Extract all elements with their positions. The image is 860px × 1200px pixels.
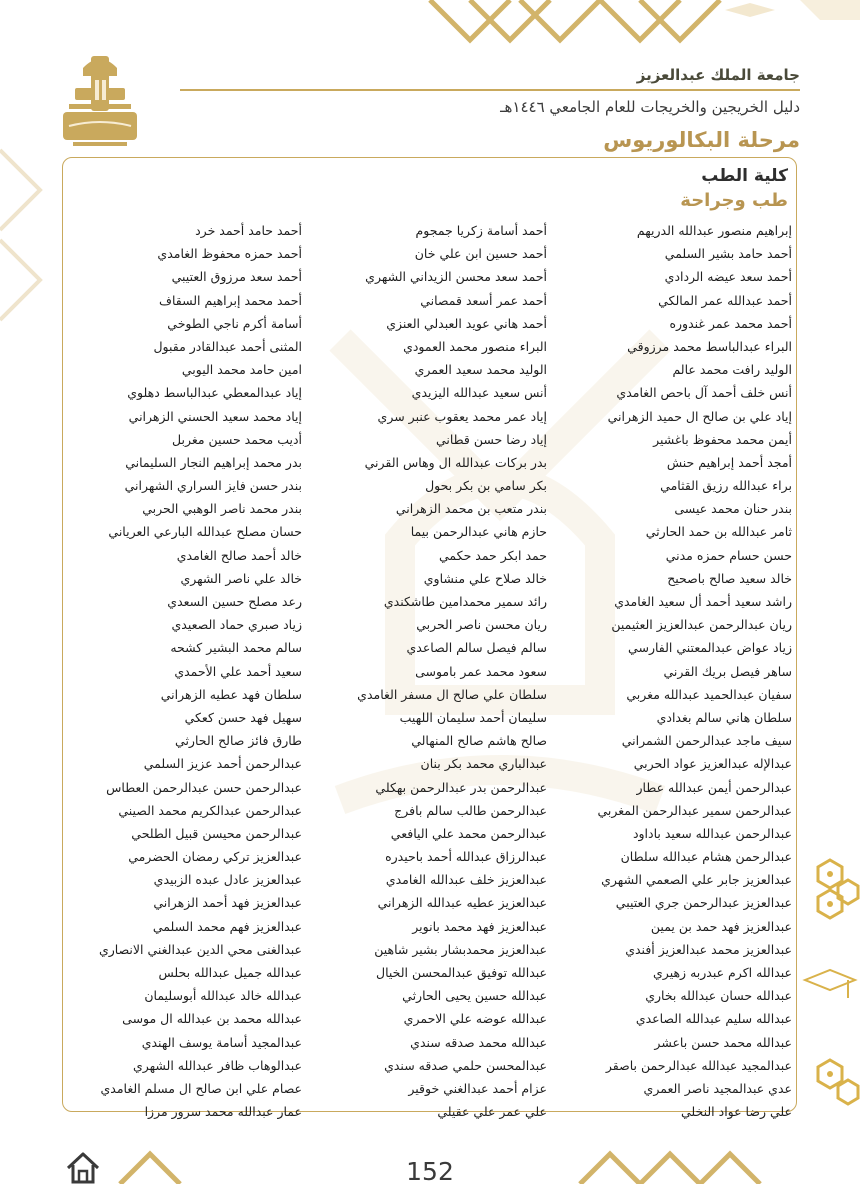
graduate-name: عبدالمجيد عبدالله عبدالرحمن باصقر: [605, 1057, 792, 1073]
graduate-name: خالد سعيد صالح باصحيح: [667, 570, 792, 586]
graduate-name: عبدالله محمد صدقه سندي: [410, 1034, 547, 1050]
graduate-name: عبدالله عوضه علي الاحمري: [403, 1011, 547, 1027]
graduate-name: سلطان فهد عطيه الزهراني: [160, 686, 302, 702]
graduate-name: إبراهيم منصور عبدالله الدريهم: [636, 223, 792, 238]
graduate-name: عصام علي ابن صالح ال مسلم الغامدي: [100, 1080, 302, 1096]
graduate-name: عبدالله جميل عبدالله بحلس: [158, 965, 302, 980]
graduate-name: رعد مصلح حسين السعدي: [167, 594, 302, 609]
graduate-name: ساهر فيصل بريك القرني: [663, 663, 792, 679]
graduate-name: أحمد أسامة زكريا جمجوم: [415, 223, 547, 238]
graduate-name: البراء عبدالباسط محمد مرزوقي: [627, 338, 792, 354]
college-heading: كلية الطب: [701, 166, 788, 186]
graduate-name: عبدالله توفيق عبدالمحسن الخيال: [376, 965, 547, 980]
graduate-name: عبدالعزيز فهد حمد بن يمين: [650, 918, 792, 934]
graduate-name: عبدالمجيد أسامة يوسف الهندي: [141, 1034, 302, 1050]
graduate-name: البراء منصور محمد العمودي: [403, 338, 547, 354]
graduate-name: عبدالرحمن عبدالله سعيد باداود: [632, 825, 792, 841]
graduate-name: أحمد سعد مرزوق العتيبي: [171, 269, 302, 285]
graduate-name: عبدالوهاب ظافر عبدالله الشهري: [132, 1057, 302, 1073]
graduate-name: عبدالعزيز محمد عبدالعزيز أفندي: [625, 941, 792, 957]
graduate-name: ريان محسن ناصر الحربي: [416, 617, 547, 633]
graduate-name: سلطان هاني سالم بغدادي: [656, 709, 792, 725]
graduate-name: أحمد محمد إبراهيم السقاف: [159, 292, 302, 308]
graduate-name: بدر بركات عبدالله ال وهاس القرني: [364, 454, 547, 470]
graduate-name: عدي عبدالمجيد ناصر العمري: [643, 1080, 792, 1096]
graduate-name: سالم فيصل سالم الصاعدي: [406, 640, 547, 656]
graduate-name: طارق فائز صالح الحارثي: [175, 733, 302, 749]
graduate-name: إياد محمد سعيد الحسني الزهراني: [128, 408, 302, 424]
graduate-name: عبدالعزيز عادل عبده الزبيدي: [153, 872, 302, 888]
graduate-name: عبدالعزيز محمدبشار بشير شاهين: [374, 941, 547, 957]
specialty-heading: طب وجراحة: [680, 190, 788, 211]
graduate-name: عبدالإله عبدالعزيز عواد الحربي: [633, 756, 792, 772]
graduate-name: عبدالله اكرم عبدربه زهيري: [653, 965, 792, 980]
graduate-name: إياد رضا حسن قطاني: [435, 431, 547, 447]
graduate-name: عبدالله محمد بن عبدالله ال موسى: [122, 1011, 302, 1027]
graduate-name: عبدالرحمن هشام عبدالله سلطان: [620, 849, 792, 865]
graduate-name: رائد سمير محمدامين طاشكندي: [383, 594, 547, 609]
right-honeycomb-ornament: [800, 680, 860, 1130]
graduate-name: أحمد سعد عيضه الردادي: [664, 269, 792, 285]
graduate-name: عبدالله محمد حسن باعشر: [654, 1034, 792, 1050]
graduate-name: أديب محمد حسين مغربل: [172, 431, 302, 447]
graduate-name: عبدالرحمن عبدالكريم محمد الصيني: [118, 802, 302, 818]
graduate-name: عبدالمحسن حلمي صدقه سندي: [384, 1057, 547, 1073]
graduate-name: إياد عبدالمعطي عبدالباسط دهلوي: [127, 385, 302, 401]
left-faint-ornament: [0, 0, 70, 1200]
graduate-name: براء عبدالله رزيق القثامي: [660, 478, 792, 494]
graduate-name: سليمان أحمد سليمان اللهيب: [399, 709, 547, 725]
graduate-name: بدر محمد إبراهيم النجار السليماني: [125, 454, 302, 470]
page-header: [180, 64, 800, 154]
graduate-name: أحمد هاني عويد العبدلي العنزي: [386, 315, 547, 331]
graduate-name: عبدالعزيز جابر علي الصعمي الشهري: [601, 872, 792, 888]
graduate-name: خالد علي ناصر الشهري: [180, 570, 302, 586]
graduate-name: علي عمر علي عقيلي: [437, 1104, 547, 1120]
graduate-name: عبدالعزيز فهد محمد بانوير: [412, 918, 547, 934]
graduate-name: عبدالرحمن أيمن عبدالله عطار: [636, 779, 792, 795]
graduate-name: سيف ماجد عبدالرحمن الشمراني: [621, 733, 792, 749]
header-divider: [180, 89, 800, 91]
graduate-name: الوليد رافت محمد عالم: [672, 362, 792, 378]
graduate-name: عمار عبدالله محمد سرور مرزا: [144, 1104, 302, 1120]
graduate-name: عبدالله سليم عبدالله الصاعدي: [635, 1011, 792, 1027]
graduate-name: أنس خلف أحمد آل باحص الغامدي: [616, 385, 792, 401]
graduate-name: إياد علي بن صالح ال حميد الزهراني: [607, 408, 792, 424]
graduate-name: سعيد أحمد علي الأحمدي: [174, 663, 302, 679]
graduate-name: زياد عواض عبدالمعتني الفارسي: [628, 640, 792, 656]
graduate-name: سهيل فهد حسن كعكي: [184, 709, 302, 725]
graduate-name: سالم محمد البشير كشحه: [170, 640, 302, 656]
graduate-name: عبدالله حسان عبدالله بخاري: [645, 988, 792, 1004]
graduate-name: سعود محمد عمر باموسى: [415, 663, 547, 679]
guide-title: دليل الخريجين والخريجات للعام الجامعي ١٤٤٦هـ: [500, 98, 800, 116]
graduate-name: أنس سعيد عبدالله اليزيدي: [411, 385, 547, 401]
graduate-name: أحمد عبدالله عمر المالكي: [658, 292, 792, 308]
university-name: جامعة الملك عبدالعزيز: [636, 66, 800, 84]
graduate-name: عبدالرزاق عبدالله أحمد باحيدره: [385, 849, 547, 865]
graduate-name: حسن حسام حمزه مدني: [665, 547, 792, 563]
graduate-name: ريان عبدالرحمن عبدالعزيز العثيمين: [611, 617, 792, 633]
graduate-name: عبدالرحمن طالب سالم بافرج: [394, 802, 547, 818]
graduate-name: ثامر عبدالله بن حمد الحارثي: [645, 524, 792, 540]
graduate-name: سفيان عبدالحميد عبدالله مغربي: [626, 686, 792, 702]
graduate-name: بندر متعب بن محمد الزهراني: [395, 501, 547, 517]
graduate-name: أحمد حمزه محفوظ الغامدي: [157, 246, 302, 262]
graduate-name: أحمد حامد أحمد خرد: [195, 223, 302, 238]
graduate-name: حسان مصلح عبدالله البارعي العرياني: [108, 524, 302, 540]
graduate-name: عبدالله خالد عبدالله أبوسليمان: [144, 988, 302, 1004]
graduate-name: خالد أحمد صالح الغامدي: [176, 547, 302, 563]
university-logo-icon: [55, 48, 145, 158]
graduate-name: بكر سامي بن بكر بحول: [425, 478, 547, 494]
graduate-name: عبدالله حسين يحيى الحارثي: [402, 988, 547, 1004]
graduate-name: حمد ابكر حمد حكمي: [439, 547, 547, 563]
graduate-name: عبدالعزيز تركي رمضان الحضرمي: [128, 849, 302, 865]
graduates-list: [92, 219, 792, 1123]
graduate-name: أيمن محمد محفوظ باغشير: [653, 431, 792, 447]
graduate-name: صالح هاشم صالح المنهالي: [411, 733, 547, 749]
graduate-name: عبدالرحمن محيسن قبيل الطلحي: [131, 825, 302, 841]
graduate-name: أسامة أكرم ناجي الطوخي: [167, 315, 302, 331]
graduate-name: خالد صلاح علي منشاوي: [423, 570, 547, 586]
graduate-name: عبدالرحمن حسن عبدالرحمن العطاس: [106, 779, 302, 795]
graduate-name: أحمد حسين ابن علي خان: [414, 246, 547, 262]
graduate-name: عبدالغنى محي الدين عبدالغني الانصاري: [98, 941, 302, 957]
graduate-name: عبدالعزيز عطيه عبدالله الزهراني: [377, 895, 547, 911]
graduate-name: عبدالباري محمد بكر بنان: [420, 756, 547, 772]
graduate-name: عزام أحمد عبدالغني خوقير: [408, 1080, 547, 1096]
graduate-name: عبدالرحمن محمد علي اليافعي: [390, 825, 547, 841]
graduate-name: أحمد سعد محسن الزيداني الشهري: [365, 269, 547, 285]
phase-title: مرحلة البكالوريوس: [603, 128, 800, 152]
graduate-name: عبدالرحمن بدر عبدالرحمن بهكلي: [375, 779, 547, 795]
graduate-name: راشد سعيد أحمد أل سعيد الغامدي: [614, 594, 792, 609]
graduate-name: عبدالرحمن سمير عبدالرحمن المغربي: [597, 802, 792, 818]
graduate-name: علي رضا عواد النخلي: [680, 1104, 792, 1120]
graduate-name: عبدالرحمن أحمد عزيز السلمي: [143, 756, 302, 772]
graduate-name: عبدالعزيز فهم محمد السلمي: [152, 918, 302, 934]
graduate-name: زياد صبري حماد الصعيدي: [171, 617, 302, 633]
graduate-name: أحمد عمر أسعد قمصاني: [420, 292, 547, 308]
graduate-name: أمجد أحمد إبراهيم حنش: [666, 454, 792, 470]
graduate-name: أحمد محمد عمر غندوره: [669, 315, 792, 331]
page-number: 152: [406, 1157, 454, 1186]
graduate-name: أحمد حامد بشير السلمي: [664, 246, 792, 262]
graduate-name: عبدالعزيز خلف عبدالله الغامدي: [385, 872, 547, 888]
graduate-name: بندر حسن فايز السراري الشهراني: [124, 478, 302, 494]
graduate-name: إياد عمر محمد يعقوب عنبر سري: [377, 408, 547, 424]
graduate-name: سلطان علي صالح ال مسفر الغامدي: [357, 686, 547, 702]
graduate-name: بندر محمد ناصر الوهبي الحربي: [142, 501, 302, 517]
graduate-name: عبدالعزيز عبدالرحمن جري العتيبي: [615, 895, 792, 911]
graduate-name: عبدالعزيز فهد أحمد الزهراني: [153, 895, 302, 911]
graduate-name: المثنى أحمد عبدالقادر مقبول: [153, 338, 302, 354]
graduate-name: بندر حنان محمد عيسى: [674, 501, 792, 517]
graduate-name: الوليد محمد سعيد العمري: [414, 362, 547, 378]
graduate-name: حازم هاني عبدالرحمن بيما: [410, 524, 547, 540]
graduate-name: امين حامد محمد اليوبي: [181, 362, 302, 378]
